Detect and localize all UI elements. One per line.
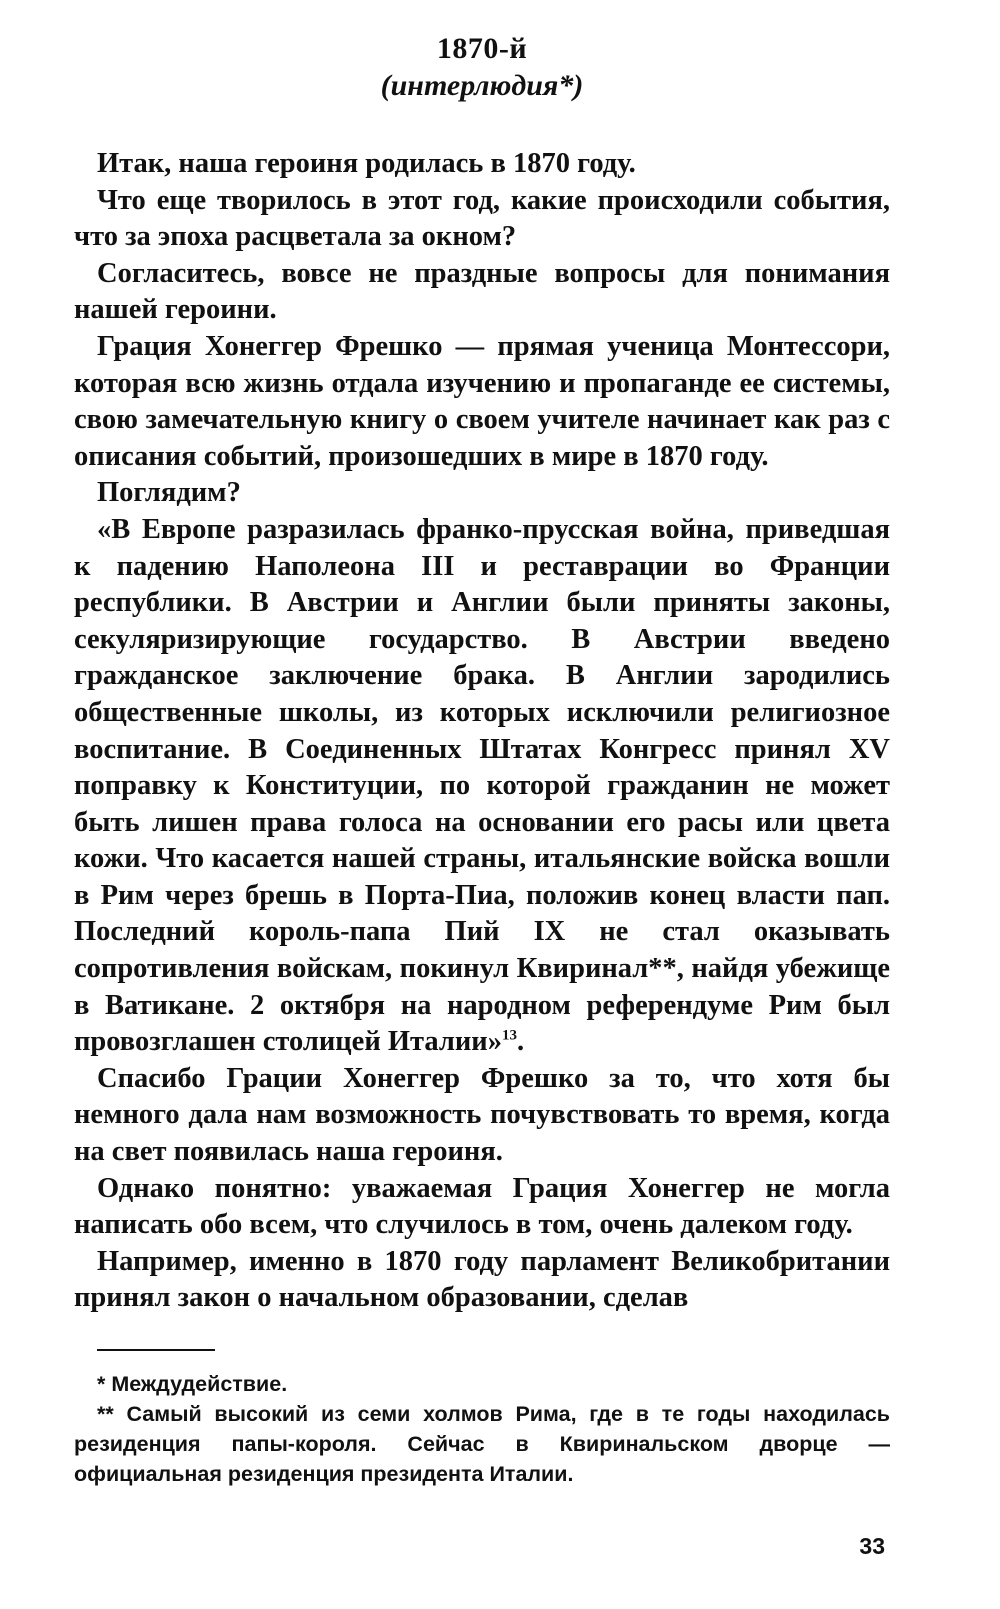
- paragraph-2: Что еще творилось в этот год, какие происходили события, что за эпоха расцветала за окном?: [74, 184, 890, 253]
- page-number: 33: [859, 1533, 885, 1559]
- paragraph-8: Однако понятно: уважаемая Грация Хонеггер не могла написать обо всем, что случилось в том, очень далеком году.: [74, 1172, 890, 1241]
- footnote-divider: [97, 1349, 215, 1351]
- body-text: [74, 146, 890, 1317]
- chapter-subtitle: (интерлюдия*): [380, 69, 584, 102]
- footnote-2: ** Самый высокий из семи холмов Рима, где в те годы находилась резиденция папы-короля. Сейчас в Квиринальском дворце — официальная резиденция президента Италии.: [74, 1402, 890, 1486]
- footnote-reference: 13: [501, 1027, 517, 1044]
- quote-paragraph: «В Европе разразилась франко-прусская война, приведшая к падению Наполеона III и реставрации во Франции республики. В Австрии и Англии были приняты законы, секуляризирующие государство. В Австрии введено гражданское заключение брака. В Англии зародились общественные школы, из которых исключили религиозное воспитание. В Соединенных Штатах Конгресс принял XV поправку к Конституции, по которой гражданин не может быть лишен права голоса на основании его расы или цвета кожи. Что касается нашей страны, итальянские войска вошли в Рим через брешь в Порта-Пиа, положив конец власти пап. Последний король-папа Пий IX не стал оказывать сопротивления войскам, покинул Квиринал**, найдя убежище в Ватикане. 2 октября на народном референдуме Рим был провозглашен столицей Италии»$^{13}$.: [74, 513, 890, 1058]
- paragraph-7: Спасибо Грации Хонеггер Фрешко за то, что хотя бы немного дала нам возможность почувствовать то время, когда на свет появилась наша героиня.: [74, 1062, 890, 1168]
- quote-text: «В Европе разразилась франко-прусская война, приведшая к падению Наполеона III и реставрации во Франции республики. В Австрии и Англии были приняты законы, секуляризирующие государство. В Австрии введено гражданское заключение брака. В Англии зародились общественные школы, из которых исключили религиозное воспитание. В Соединенных Штатах Конгресс принял XV поправку к Конституции, по которой гражданин не может быть лишен права голоса на основании его расы или цвета кожи. Что касается нашей страны, итальянские войска вошли в Рим через брешь в Порта-Пиа, положив конец власти пап. Последний король-папа Пий IX не стал оказывать сопротивления войскам, покинул Квиринал**, найдя убежище в Ватикане. 2 октября на народном референдуме Рим был провозглашен столицей Италии»: [74, 513, 890, 1058]
- paragraph-9: Например, именно в 1870 году парламент Великобритании принял закон о начальном образовании, сделав: [74, 1245, 890, 1314]
- footnote-1: * Междудействие.: [97, 1372, 288, 1396]
- paragraph-3: Согласитесь, вовсе не праздные вопросы для понимания нашей героини.: [74, 257, 890, 326]
- chapter-title: 1870-й: [436, 32, 528, 65]
- paragraph-4: Грация Хонеггер Фрешко — прямая ученица Монтессори, которая всю жизнь отдала изучению и пропаганде ее системы, свою замечательную книгу о своем учителе начинает как раз с описания событий, произошедших в мире в 1870 году.: [74, 330, 890, 472]
- paragraph-1: Итак, наша героиня родилась в 1870 году.: [97, 148, 636, 179]
- paragraph-5: Поглядим?: [97, 477, 241, 509]
- footnotes: [74, 1369, 890, 1489]
